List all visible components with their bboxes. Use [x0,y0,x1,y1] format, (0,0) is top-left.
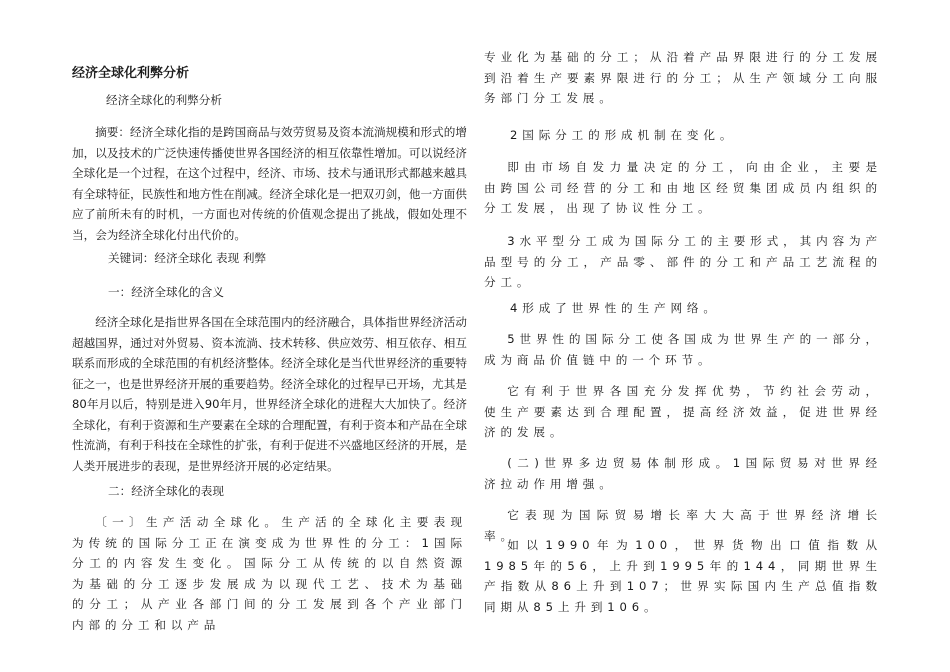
horizontal-paragraph: 3水平型分工成为国际分工的主要形式，其内容为产品型号的分工，产品零、部件的分工和产品工艺流程的分工。 [484,234,882,289]
trade-paragraph: (二)世界多边贸易体制形成。1国际贸易对世界经济拉动作用增强。 [484,456,882,491]
section-one-block [108,282,467,303]
benefits-paragraph: 它有利于世界各国充分发挥优势，节约社会劳动，使生产要素达到合理配置，提高经济效益，促进世界经济的发展。 [484,384,882,439]
section-heading-two: 二：经济全球化的表现 [108,484,224,498]
index-block [484,535,882,617]
benefits-block [484,381,882,443]
section-heading-one: 一：经济全球化的含义 [108,285,224,299]
mechanism-line: 2国际分工的形成机制在变化。 [510,128,737,142]
market-block [484,157,882,219]
production-paragraph: 〔一〕生产活动全球化。生产活的全球化主要表现为传统的国际分工正在演变成为世界性的分工：1国际分工的内容发生变化。国际分工从传统的以自然资源为基础的分工逐步发展成为以现代工艺、技术为基础的分工；从产业各部门间的分工发展到各个产业部门内部的分工和以产品 [72,515,467,632]
subtitle-block [106,90,467,111]
horizontal-block [484,231,882,293]
network-block [510,298,882,319]
document-title: 经济全球化利弊分析 [72,66,190,81]
definition-paragraph: 经济全球化是指世界各国在全球范围内的经济融合，具体指世界经济活动超越国界，通过对外贸易、资本流淌、技术转移、供应效劳、相互依存、相互联系而形成的全球范围的有机经济整体。经济全球化是当代世界经济的重要特征之一，也是世界经济开展的重要趋势。经济全球化的过程早已开场，尤其是80年月以后，特别是进入90年月，世界经济全球化的进程大大加快了。经济全球化，有利于资源和生产要素在全球的合理配置，有利于资本和产品在全球性流淌，有利于科技在全球性的扩张，有利于促进不兴盛地区经济的开展，是人类开展进步的表现，是世界经济开展的必定结果。 [72,315,467,473]
network-line: 4形成了世界性的生产网络。 [510,301,720,315]
subtitle: 经济全球化的利弊分析 [106,93,222,107]
abstract-paragraph: 摘要：经济全球化指的是跨国商品与效劳贸易及资本流淌规模和形式的增加，以及技术的广泛快速传播使世界各国经济的相互依靠性增加。可以说经济全球化是一个过程，在这个过程中，经济、市场、技术与通讯形式都越来越具有全球特征，民族性和地方性在削减。经济全球化是一把双刃剑，他一方面供应了前所未有的时机，一方面也对传统的价值观念提出了挑战，假如处理不当，会为经济全球化付出代价的。 [72,125,467,242]
index-paragraph: 如以1990年为100，世界货物出口值指数从1985年的56，上升到1995年的144，同期世界生产指数从86上升到107；世界实际国内生产总值指数同期从85上升到106。 [484,538,882,614]
continuation-paragraph: 专业化为基础的分工；从沿着产品界限进行的分工发展到沿着生产要素界限进行的分工；从生产领域分工向服务部门分工发展。 [484,50,882,105]
mechanism-block [510,125,882,146]
trade-block [484,453,882,494]
growth-paragraph: 它表现为国际贸易增长率大大高于世界经济增长率。 [484,508,882,543]
market-paragraph: 即由市场自发力量决定的分工，向由企业，主要是由跨国公司经营的分工和由地区经贸集团成员内组织的分工发展，出现了协议性分工。 [484,160,882,215]
right-continuation-block [484,47,882,109]
global-division-paragraph: 5世界性的国际分工使各国成为世界生产的一部分，成为商品价值链中的一个环节。 [484,332,882,367]
global-division-block [484,329,882,370]
section-two-block [108,481,467,502]
keywords: 关键词：经济全球化 表现 利弊 [108,251,267,265]
production-block [72,512,467,635]
abstract-block [72,122,467,245]
keywords-block [108,248,467,269]
definition-block [72,312,467,476]
